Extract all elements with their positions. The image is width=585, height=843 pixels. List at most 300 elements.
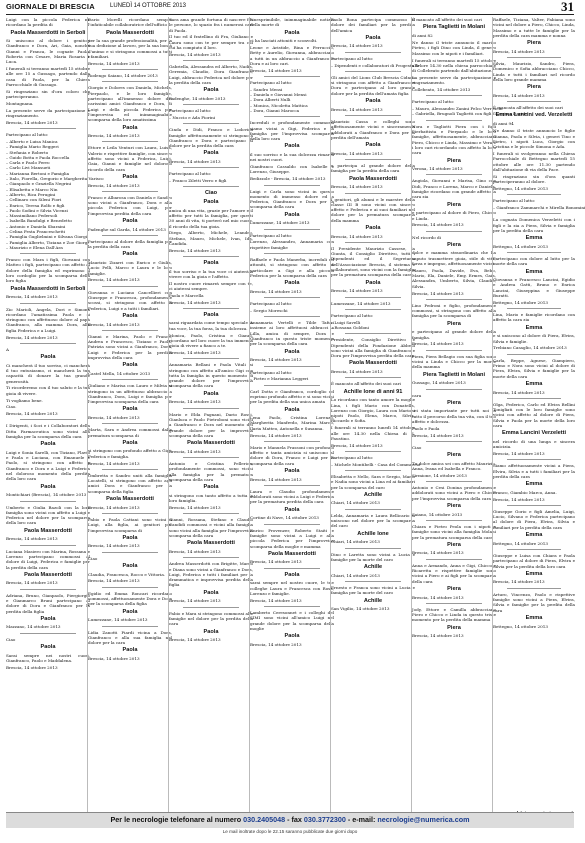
notice-text: Luigi e Carla sono vicini in questo momento di immenso dolore ed a Federica, Gianfranco e Dora per la scomparsa della cara <box>250 188 334 210</box>
deceased-name: Paola <box>122 173 138 180</box>
notice-text: Dario Morelli ricordano sempre l'infaticabile collaboratrice dell'ufficio <box>88 17 172 28</box>
notice-text: Anna e Armando, Anna e Gigi, Chicco e Ricaretta e rispettive famiglie sono vicini a Piero e ai figli per la scomparsa della cara <box>412 562 496 584</box>
deceased-name: Emma <box>525 324 543 331</box>
mourner-list <box>250 87 334 113</box>
place-date: Gussago, 14 ottobre 2013 <box>412 380 466 386</box>
notice-text: Montagnana. <box>6 100 34 106</box>
notice-divider <box>426 120 482 121</box>
notice-text: si stringono con profondo affetto a Gigi, Federica e famiglia. <box>88 448 172 459</box>
notice-text: dolce e mamma straordinaria che ha saputo trasmettere gioia, stile di vita, forza e impegno, affettuosamente vicini. <box>412 250 496 267</box>
place-date: Brescia, 14 ottobre 2013 <box>169 448 221 454</box>
place-date: Chiari, 14 ottobre 2013 <box>331 500 380 506</box>
notice-text: Rodengo Saiano, 14 ottobre 2013 <box>88 73 158 79</box>
place-date: Brescia, 14 ottobre 2013 <box>88 504 140 510</box>
place-date: Brescia, 14 ottobre 2013 <box>6 580 58 586</box>
notice-divider <box>426 350 482 351</box>
notice-divider <box>426 481 482 482</box>
notice-divider <box>426 95 482 96</box>
notice-text: Leone e Aristide, Rina e Ferruccio, Betty e Aurelio, Giovanna, abbracciano a tutti in un abbraccio a Gianfranco e Dora e ai loro cari. <box>250 44 334 66</box>
deceased-name: Emma <box>525 268 543 275</box>
place-date: Brescia, 14 ottobre 2013 <box>6 664 58 670</box>
mourner-list <box>250 376 334 381</box>
notice-text: Partecipano al lutto: <box>250 232 293 238</box>
notice-text: Gianni, Rossana, Stefano e Claudio Candidi commossi e vicini alla famiglia sono vicini alla famiglia per l'improvvisa scomparsa della cara <box>169 517 253 539</box>
mourner-list <box>331 62 422 68</box>
deceased-name: Paola <box>284 280 300 287</box>
notice-text: I funerali si terranno lunedì 14 ottobre alle ore 14.30 nella Chiesa di S. Faustino. <box>331 425 415 441</box>
deceased-name: Piera <box>527 84 541 91</box>
deceased-name: Emma <box>525 614 543 621</box>
deceased-name: Paola Masserdotti in Serboli <box>10 29 86 36</box>
notice-text: per la sua grande professionalità, per la sua dedizione al lavoro, per la sua bontà d'animo e si stringono commossi a tutti i familiari. <box>88 38 172 60</box>
mourner-entry: – Isabella Bandulgi e Benedetto <box>6 218 72 224</box>
notice-text: Franco, Giambio Marco, Anna. <box>493 489 557 495</box>
notice-text: Maurizio Zizarri con Enrico e Giulia, Lucio Pelli, Marco e Laura e le loro famiglie. <box>88 260 172 276</box>
place-date: Brescia, 14 ottobre 2013 <box>331 288 383 294</box>
place-date: Brescia, 14 ottobre 2013 <box>331 369 383 375</box>
place-date: Verona, 14 ottobre 2013 <box>412 166 463 172</box>
place-date: Brescia, 14 ottobre 2013 <box>412 594 464 600</box>
notice-divider <box>264 76 320 77</box>
notice-text: Partecipano al lutto: <box>331 55 374 61</box>
mourner-entry: – Massimiliano Pedersoli <box>6 213 58 219</box>
notice-divider <box>507 398 561 399</box>
notice-text: A <box>6 346 9 352</box>
place-date: Brescia, 14 ottobre 2013 <box>88 460 140 466</box>
place-date: Brescia, 14 ottobre 2013 <box>169 598 221 604</box>
notice-divider <box>183 408 239 409</box>
notice-text: Partecipano con dolore al lutto per la morte della cara <box>493 255 575 267</box>
notice-text: Arturo, Vincenzo, Paolo e rispettive famiglie sono vicini a Piera, Elvira, Silvia e famiglie per la perdita della cara <box>493 591 575 613</box>
place-date: Brescia, 14 ottobre 2013 <box>412 633 464 639</box>
deceased-name: Paola <box>122 406 138 413</box>
mourner-entry: – Enrico, Teresa Rolfo e figli <box>6 202 65 208</box>
notice-divider <box>345 309 401 310</box>
deceased-name: Piera <box>447 320 461 327</box>
notice-text: Jody, Ettore e Camilla abbracciano Piero e Chicco e Linda in questo triste momento per la perdita della mamma <box>412 606 496 623</box>
deceased-name: Paola <box>203 390 219 397</box>
deceased-name: Paola <box>122 124 138 131</box>
mourner-entry: – Gianpaolo e Graziella Negrini <box>6 181 72 187</box>
notice-text: l'inesprimibile, inimmaginabile notizia della morte di <box>250 17 334 28</box>
notice-divider <box>345 193 401 194</box>
notice-divider <box>183 60 239 61</box>
deceased-name: Piera <box>447 201 461 208</box>
mourner-entry: – Maurizio e Elena Dall'Ara <box>6 244 63 250</box>
notice-divider <box>426 389 482 390</box>
place-date: Brescia, 14 ottobre 2013 <box>250 559 302 565</box>
deceased-name: Piera <box>447 585 461 592</box>
notice-text: si stringono con tanto affetto a tutta la loro famiglia. <box>169 492 253 504</box>
place-date: Lumezzane, 14 ottobre 2013 <box>250 220 310 226</box>
deceased-name: Paola Masserdotti <box>24 571 72 578</box>
notice-text: Maurizio Cassa e colleghi sono affettuosamente vicini e sinceramente addolorati a Gianfranco e Dora per la perdita dell'amata <box>331 118 415 140</box>
deceased-name: Emma Lancini ved. Verzeletti <box>495 112 573 119</box>
obituary-column-4 <box>249 17 334 812</box>
notice-text: È mancato all'affetto dei suoi cari <box>412 17 482 22</box>
notice-divider <box>507 354 561 355</box>
notice-text: e si uniscono al dolore di Piera, Elvira, Silvia e famiglie. <box>493 333 575 344</box>
notice-text: Fabio e Mara si stringono commossi alle famiglie nel dolore per la perdita della cara <box>169 610 253 627</box>
newspaper-title: GIORNALE DI BRESCIA <box>6 2 95 11</box>
notice-divider <box>264 385 320 386</box>
deceased-name: Paola <box>284 406 300 413</box>
deceased-name: Emma <box>525 235 543 242</box>
notice-text: Giovanna e Francesco Lancini, Egidio e Andrea Gatti, Bruno e Enrica Lancini, Giuseppina e Giuseppe Buratti. <box>493 277 575 299</box>
deceased-name: Paola <box>284 633 300 640</box>
mourner-entry: – Famiglia Alberto, Tiziana e Zoe Giorgi <box>6 239 89 245</box>
notice-text: Ciao. <box>6 404 17 410</box>
notice-divider <box>102 513 158 514</box>
place-date: Brescia, 14 ottobre 2013 <box>6 294 58 300</box>
notice-divider <box>507 308 561 309</box>
notice-divider <box>102 626 158 627</box>
deceased-name: Paola Masserdotti in Serboli <box>10 285 86 292</box>
deceased-name: Paola Masserdotti <box>187 540 235 547</box>
deceased-name: Paola Masserdotti <box>106 496 154 503</box>
notice-divider <box>426 559 482 560</box>
deceased-name: Paola Masserdotti <box>349 360 397 367</box>
deceased-name: Paola <box>284 211 300 218</box>
notice-text: Giorgio e Dolores con Daniela, Michela, Pierpaolo, e le loro famiglie, partecipano all'immenso dolore dei carissimi amici Gianfranco e Dora, di Luigi e della piccola Federica per l'improvvisa ed inimmaginabile scomparsa della loro amatissima <box>88 85 172 123</box>
notice-text: Annamaria Bellani e Paola Vitali si stringono con affetto all'amico Gigi con tutta la famiglia in questo momento di grande dolore per l'improvvisa scomparsa della cara <box>169 362 253 389</box>
notice-text: Partecipano al lutto: <box>331 312 374 318</box>
mourner-entry: – Carla e Paolo Ferro <box>6 160 50 166</box>
notice-text: Giuseppe e Luisa con Chiara e Paola partecipano al dolore di Piera, Elvira e Silvia per la perdita della loro cara <box>493 552 575 569</box>
place-date: Padenghe sul Garda, 14 ottobre 2013 <box>88 226 166 232</box>
deceased-name: Paola <box>122 251 138 258</box>
notice-divider <box>102 81 158 82</box>
place-date: Bedizzole - Brescia, 14 ottobre 2013 <box>250 176 326 182</box>
mourner-entry: – Famiglia Guglielmini e Silvana Giorgi <box>6 234 88 240</box>
notice-divider <box>345 509 401 510</box>
place-date: Chiari, 14 ottobre 2013 <box>331 539 380 545</box>
notice-text: Giovanna e Luciano Cancellieri con Giuseppe e Francesca, profondamente scossi, si stringono con affetto a Federica, Luigi e a tutti i familiari. <box>88 289 172 311</box>
notice-text: Si ringraziano sin d'ora coloro che parteciperanno. <box>6 88 90 100</box>
notice-text: Partecipano al lutto: <box>250 369 293 375</box>
deceased-name: Paola <box>122 439 138 446</box>
notice-divider <box>264 441 320 442</box>
notice-text: Gabriella, Alessandra ed Alberto, Nadia, Geremia, Claudio, Dora Gianfranco, Luigi, abbraccio Federica nel dolore per la perdita della cara <box>169 64 253 85</box>
footer-email-link[interactable]: necrologie@numerica.com <box>377 815 470 824</box>
notice-divider <box>20 545 76 546</box>
notice-text: Ci mancherà il tuo sorriso, ci mancherà il tuo entusiasmo, ci mancherà la tua capacità di donare la tua grande generosità. <box>6 362 90 384</box>
mourner-entry: – Marianna Bertoni e Famiglia <box>6 170 70 176</box>
notice-divider <box>183 607 239 608</box>
notice-text: Partecipano al lutto: <box>6 132 49 138</box>
place-date: Brescia, 14 ottobre 2013 <box>493 48 545 54</box>
deceased-name: Piera <box>447 541 461 548</box>
notice-text: Claudia, Francesca, Rocco e Vittoria. <box>88 571 166 577</box>
deceased-name: Emma <box>525 380 543 387</box>
notice-text: Antonio e Cristina Pellerico, profondamente commossi, sono vicini alla famiglia per la prematura scomparsa della cara <box>169 460 253 482</box>
notice-text: Sarai sempre nei nostri cuori. Gianfranco, Paolo e Maddalena. <box>6 652 90 663</box>
place-date: Bettegno, 14 ottobre 2013 <box>493 299 548 305</box>
notice-text: Silvia, Maurizio, Sandro, Piera, Domenico e Sofia abbracciano Chicco, Linda e tutti i familiari nel ricordo della loro grande mamma <box>493 61 575 82</box>
notice-text: e partecipano al dolore di Piero, Chicco e Linda. <box>412 210 496 221</box>
notice-text: Partecipano al lutto: <box>250 79 293 85</box>
deceased-name: Paola <box>122 647 138 654</box>
footer-banner <box>6 812 574 839</box>
place-date: Brescia, 14 ottobre 2013 <box>493 496 545 502</box>
place-date: Sirmione, 14 ottobre 2013 <box>412 472 467 478</box>
notice-divider <box>345 548 401 549</box>
notice-text: Nel ricordo di <box>412 234 441 240</box>
place-date: Saiano, 14 ottobre 2013 <box>412 511 463 517</box>
notice-text: Enrico Provenzer, Roberto Staiti e famiglie sono vicini a Luigi e alla piccola Federica per l'improvvisa scomparsa della moglie e mamma <box>250 527 334 549</box>
notice-text: Ernesto e Franca sono vicini a Lucia e famiglia per la morte del caro <box>331 585 415 596</box>
notice-text: Zio Marioli, Angela, Dori e Simona ricordano l'amatissima Paola e si stringono con affettuoso dolore al papà Gianfranco, alla mamma Dora, alla figlia Federica e a Luigi. <box>6 306 90 333</box>
footer-lead: Per le necrologie telefonare al numero <box>110 815 244 824</box>
place-date: Bettegno, 14 ottobre 2013 <box>493 243 548 249</box>
notice-divider <box>183 167 239 168</box>
notice-text: Gli amici del Lions Club Brescia Cidneo si stringono con affetto a Gianfranco e Dora e partecipano al loro grande dolore per la perdita dell'amata figlia <box>331 74 415 96</box>
place-date: Brescia, 14 ottobre 2013 <box>493 450 545 456</box>
notice-divider <box>20 501 76 502</box>
deceased-name: Paola <box>284 29 300 36</box>
notice-divider <box>264 524 320 525</box>
mourner-entry: – Sergio Moreschi <box>250 307 288 313</box>
notice-text: Sara ama grande fortuna di nascere fra le persone, lo spazio fra i numerosi cari di Paola. <box>169 17 253 33</box>
place-date: Brescia, 14 ottobre 2013 <box>88 543 140 549</box>
notice-text: sarai riguardata come tempo speciale la tua voce, la tua forza, la tua dolcezza. <box>169 320 253 331</box>
notice-text: Lidia Zanotti Piardi vicina a Dora, Gianfranco e alla sua famiglia nel dolore per la cara <box>88 629 172 646</box>
deceased-name: Piera <box>447 241 461 248</box>
deceased-name: Paola <box>122 534 138 541</box>
deceased-name: Paola <box>40 483 56 490</box>
notice-divider <box>264 606 320 607</box>
notice-text: e partecipa al grande dolore della famiglia per la perdita della cara <box>331 163 415 174</box>
mourner-list <box>412 106 528 117</box>
notice-text: Laura e Claudio profondamente addolorati sono vicini a Luigi e Federica per la prematura perdita della cara <box>250 488 334 505</box>
notice-divider <box>264 229 320 230</box>
deceased-name: Emma <box>525 481 543 488</box>
notice-text: Ettore e Leila Venturi con Laura, Luisa, Valerio e rispettive famiglie, con sincero affetto sono vicini a Federica, Luigi, Gaia, Gianni e famiglie nel doloroso ricordo della cara <box>88 145 172 172</box>
footer-fax[interactable]: 030.3772300 <box>303 815 346 824</box>
mourner-entry: – Rossana Goldoni <box>331 324 369 330</box>
notice-text: Ciao <box>88 555 98 561</box>
notice-text: Egidio ed Emma Roncari ricordano commossi, affettuosamente Dora e Dora per la scomparsa della figlia <box>88 590 172 607</box>
deceased-name: Achille Ione di anni 91 <box>343 388 403 395</box>
place-date: Brescia, 14 ottobre 2013 <box>169 548 221 554</box>
place-date: Brescia, 14 ottobre 2013 <box>169 51 221 57</box>
notice-divider <box>426 441 482 442</box>
notice-text: Annamaria Vertelli e Tilde Tafuri insieme ai loro affettuosi abbracci a Lilla, amica di sempre, Dora e Gianfranco in questo triste momento per la scomparsa della cara <box>250 320 334 347</box>
place-date: Brescia, 14 ottobre 2013 <box>88 133 140 139</box>
notice-text: Il nostro cuore rimarrà sempre con te, ci aiuterai sempre. <box>169 280 253 291</box>
place-date: Mazzano, 14 ottobre 2013 <box>6 624 61 630</box>
place-date: Lumezzane, 14 ottobre 2013 <box>88 617 148 623</box>
notice-divider <box>345 159 401 160</box>
notice-text: il suo sorriso e la sua dolcezza rimarrà nei nostri cuori. <box>250 152 334 163</box>
place-date: Brescia, 14 ottobre 2013 <box>412 290 464 296</box>
notice-divider <box>264 185 320 186</box>
mourner-entry: – Paolo Sodini e Silvia Vicenzi <box>6 207 68 213</box>
notice-text: Luciana Masiero con Marina, Rossana e Lorenzo partecipano commossi al dolore di Luigi, Federica e famiglie per la perdita della cara <box>6 548 90 570</box>
place-date: Trebiano Casaglio, 14 ottobre 2013 <box>493 345 567 351</box>
notice-divider <box>264 253 320 254</box>
notice-text: Carla, Beppe, Agnese, Giampiero, Primo e Nora sono vicini al dolore di Piera, Elvira, Silvia e famiglie per la morte della cara <box>493 357 575 379</box>
mourner-entry: – Antonio e Daniela Sbaraini <box>6 223 66 229</box>
mourner-entry: – Elisabetta e Marco Nin <box>6 186 58 192</box>
mourner-entry: – Michele Montibelli - Casa del Commercio <box>331 461 421 467</box>
notice-text: La presente serve da partecipazione e ringraziamento. <box>6 107 90 119</box>
deceased-name: Paola <box>40 644 56 651</box>
notice-text: Paolo e Paola <box>412 425 440 431</box>
notice-divider <box>183 457 239 458</box>
place-date: Brescia, 14 ottobre 2013 <box>169 399 221 405</box>
deceased-name: Paola <box>122 312 138 319</box>
place-date: Brescia, 14 ottobre 2013 <box>493 389 545 395</box>
place-date: Brescia, 14 ottobre 2013 <box>6 411 58 417</box>
deceased-name: Paola Masserdotti <box>187 440 235 447</box>
notice-text: Lelda, Annamaria e Laura Bellicario si uniscono nel dolore per la scomparsa del caro <box>331 512 415 529</box>
footer-phone[interactable]: 030.2405048 <box>243 815 286 824</box>
place-date: Brescia, 14 ottobre 2013 <box>169 159 221 165</box>
notice-text: Cinda e Didi, Franco e Lodovica famiglie affettuosamente si stringono a Gianfranco e Dora e partecipano al dolore per la perdita della cara <box>169 127 253 149</box>
deceased-name: Paola <box>203 484 219 491</box>
page-number: 31 <box>561 0 574 14</box>
notice-text: Increduli e profondamente commossi siamo vicini a Gigi, Federica e la famiglia per l'improvvisa scomparsa della loro cara <box>250 120 334 142</box>
notice-text: I funerali si terranno martedì 15 ottobre alle ore 14.30 nella chiesa parrocchiale di Collebeato partendo dall'abitazione. <box>412 57 496 74</box>
notice-text: Chiara e Pietro Peola con i nipoti e famiglie sono vicini alla famiglia Molani per la prematura scomparsa della cara <box>412 523 496 540</box>
notice-text: La cognata Domenica Verzeletti con i figli e la zia a Piera, Silvia e famiglia per la perdita della cara <box>493 217 575 233</box>
deceased-name: Piera Taglietti in Molani <box>422 24 486 31</box>
deceased-name: Paola <box>203 87 219 94</box>
deceased-name: Paola Masserdotti <box>349 175 397 182</box>
notice-text: Luigi con la piccola Federica ne ricordano la perdita di <box>6 17 90 28</box>
place-date: Brescia, 14 ottobre 2013 <box>6 119 58 125</box>
place-date: Brescia, 14 ottobre 2013 <box>6 536 58 542</box>
deceased-name: Paola <box>122 563 138 570</box>
place-date: Brescia, 14 ottobre 2013 <box>88 655 140 661</box>
deceased-name: Paola <box>122 362 138 369</box>
deceased-name: Piera <box>527 40 541 47</box>
mourner-entry: – Guido Botta e Paola Roccella <box>6 154 70 160</box>
place-date: Brescia, 14 ottobre 2013 <box>169 299 221 305</box>
notice-text: Monica, Paolo, Cristina e Gianni, ricordano nel loro cuore la tua immensa gioia di vivere a fianco a te. <box>169 332 253 349</box>
deceased-name: Piera <box>447 624 461 631</box>
footer-email-label: - e-mail: <box>345 815 378 824</box>
notice-text: Partecipano al lutto: <box>493 198 536 204</box>
notice-divider <box>345 377 401 378</box>
deceased-name: Paola <box>284 571 300 578</box>
mourner-entry: – Monica, Nicoletta Mattica <box>250 102 308 108</box>
notice-text: amica di una vita, grazie per l'amore e il affetto per tutti la famiglia, per questi 30 anni di vita, ti porterò nel mio cuore, il ricordo della tua gioia. <box>169 207 253 229</box>
place-date: Brescia, 14 ottobre 2013 <box>331 442 383 448</box>
place-date: Brescia, 14 ottobre 2013 <box>6 334 58 340</box>
notice-text: Andrea Masserdotti con Brigitte, Marco e Diana sono vicini a Gianfranco e Dora, Luigi, Federica e tutti i familiari per la drammatica e improvvisa perdita della figlia <box>169 561 253 588</box>
notice-text: Angiola, Giovanni e Marisa, Gino con Didi, Franco e Lorena, Marco e Daniela, famiglie ricordano con grande affetto la cara zia <box>412 178 496 200</box>
deceased-name: Paola Masserdotti <box>24 527 72 534</box>
place-date: Brescia, 14 ottobre 2013 <box>412 341 464 347</box>
notice-divider <box>183 308 239 309</box>
deceased-name: Piera <box>447 157 461 164</box>
notice-text: Franco e Albarosa con Daniela e Sandro sono vicini a Gianfranco, Dora e alla piccola Federica con Luigi, per l'improvvisa perdita della cara <box>88 194 172 216</box>
notice-text: I funerali si svolgeranno nella Chiesa Parrocchiale di Bettegno martedì 15 ottobre alle ore 11.30 partendo dall'abitazione di via della Pace. <box>493 151 575 172</box>
place-date: Brescia, 14 ottobre 2013 <box>493 92 545 98</box>
deceased-name: Paola <box>203 150 219 157</box>
notice-text: Partecipano al lutto: <box>169 108 212 114</box>
deceased-name: Paola <box>365 98 381 105</box>
notice-divider <box>345 52 401 53</box>
notice-divider <box>102 141 158 142</box>
notice-text: il tuo sorriso e la tua voce ci aiuterà a vivere con la gioia e l'affetto. <box>169 268 253 279</box>
obituary-column-7 <box>492 17 585 812</box>
notice-text: I Dirigenti, i Soci e i Collaboratori della Ditta Farmaceutica sono vicini alla famiglia per la scomparsa della cara <box>6 423 90 439</box>
notice-divider <box>507 505 561 506</box>
place-date: Brescia, 14 ottobre 2013 <box>250 476 302 482</box>
notice-divider <box>20 633 76 634</box>
notice-text: Giuliano e Marisa con Lauro e Milvia si stringono in un affettuoso abbraccio a Gianfranco, Dora, Luigi e famiglia per l'improvvisa scomparsa della cara <box>88 383 172 405</box>
notice-text: sarai sempre nel nostro cuore, le tue colleghe Laura e Francesca con Rosa, Lorenzo e famiglie. <box>250 580 334 596</box>
place-date: Brescia, 14 ottobre 2013 <box>493 579 545 585</box>
place-date: Brescia, 14 ottobre 2013 <box>331 106 383 112</box>
notice-divider <box>507 194 561 195</box>
notice-text: Nora e Tagliotti Piera con i figli Pierbattista e Pierpaolo e le loro famiglie, affettuosamente, abbracciano Piero, Chicco e Linda, Massimo e Vera e i loro cari ricordando con affetto la loro cara <box>412 123 496 156</box>
notice-divider <box>183 358 239 359</box>
place-date: Brescia, 14 ottobre 2013 <box>250 641 302 647</box>
place-date: Padenghe, 14 ottobre 2013 <box>169 95 226 101</box>
notice-text: Si ringraziano sin d'ora quanti parteciperanno al dolore. <box>493 173 575 185</box>
notice-divider <box>345 470 401 471</box>
footer-contact <box>6 815 574 824</box>
notice-text: Ombretta e Sandro uniti alla famiglia Locatelli, si stringono con affetto agli amici Dora e Gianfranco per la scomparsa della figlia <box>88 472 172 494</box>
notice-divider <box>507 252 561 253</box>
notice-text: Lorenzo, Alessandro, Annamaria con rispettive famiglie <box>250 239 334 250</box>
notice-text: Fabio e Paola Cattani sono vicini a Luigi, alla figlia, ai genitori per l'improvvisa scomparsa di <box>88 516 172 533</box>
notice-text: Gianfranco Cassaldo con Isabelle e Lorenzo, Giuseppe. <box>250 164 334 175</box>
notice-divider <box>345 297 401 298</box>
notice-text: Partecipano al lutto: <box>169 171 212 177</box>
mourner-list <box>331 320 415 331</box>
issue-date: LUNEDÌ 14 OTTOBRE 2013 <box>110 3 186 9</box>
notice-divider <box>507 57 561 58</box>
notice-text: Raffaele, Tiziana, Valter, Fabiana sono vicini nel dolore a Piero, Chicco, Linda, Massimo e a tutte le famiglie per la perdita della cara mamma e nonna <box>493 17 575 38</box>
place-date: Bettegno, 14 ottobre 2013 <box>493 623 548 629</box>
place-date: Brescia, 14 ottobre 2013 <box>88 578 140 584</box>
notice-divider <box>264 316 320 317</box>
notice-text: Diego, Alberto, Michele, Leandro, Stefano, Mauro, Michele, Ivan, Ida, Candida. <box>169 230 253 246</box>
notice-text: Gianni e Marina, Paolo e Franco, Andrea e Francesco, Tiziano e Paola, Patrizia sono vicini a Gianfranco, Dora, Luigi e Federica per la perdita improvvisa della cara <box>88 333 172 361</box>
mourner-list <box>169 178 253 183</box>
notice-text: Ciao <box>412 444 422 450</box>
place-date: Brescia, 14 ottobre 2013 <box>331 184 383 190</box>
deceased-name: Paola <box>203 589 219 596</box>
notice-divider <box>102 330 158 331</box>
deceased-name: Paola <box>365 142 381 149</box>
notice-divider <box>426 603 482 604</box>
notice-divider <box>345 581 401 582</box>
notice-divider <box>183 513 239 514</box>
notice-text: Lena Paolo, Cristina Lorenzo, Margherita Manfredo, Marina Marco, Ilaria Matteo, Antonella e Susanna. <box>250 415 334 431</box>
deceased-name: Paola <box>284 506 300 513</box>
deceased-name: Paola Masserdotti <box>268 550 316 557</box>
mourner-entry: – Pietro e Marianna Leggeri <box>250 376 309 382</box>
place-date: Bettegno, 14 ottobre 2013 <box>493 540 548 546</box>
mourner-entry: – Gianfranco Zammarchi e Mirella Bonomini <box>493 204 585 210</box>
notice-text: sei stata importante per tutti noi in tutto il percorso della tua vita, con il tuo affetto e dolcezza. <box>412 408 496 424</box>
notice-text: Lumezzane, 14 ottobre 2013 <box>331 300 391 306</box>
notice-text: cara <box>412 392 422 398</box>
deceased-name: Paola <box>122 608 138 615</box>
notice-text: È mancato all'affetto dei suoi cari <box>331 381 401 387</box>
deceased-name: Paola <box>122 218 138 224</box>
notice-text: nel ricordo di una lunga e sincera amicizia. <box>493 438 575 450</box>
notice-text: I genitori, gli alunni e le maestre della classe III B sono vicini con sincero affetto e Federica e ai suoi familiari nel dolore per la prematura scomparsa della mamma <box>331 196 415 223</box>
notice-text: Luigi e Sonia Sarelli, con Tiziano, Flavio e Paola e Luciana, con Emanuele e Paolo, si stringono con affetto a Gianfranco e Dora e a Luigi e Federica nel doloroso momento della perdita della loro cara <box>6 449 90 482</box>
notice-text: Il Presidente Maurizio Cassese, la Giunta, il Consiglio Direttivo, tutti i Dipendenti ed il Segretario dell'Associazione Brescia, il sistema e collaboratori, sono vicini con la famiglia per la prematura scomparsa della cara <box>331 245 415 278</box>
